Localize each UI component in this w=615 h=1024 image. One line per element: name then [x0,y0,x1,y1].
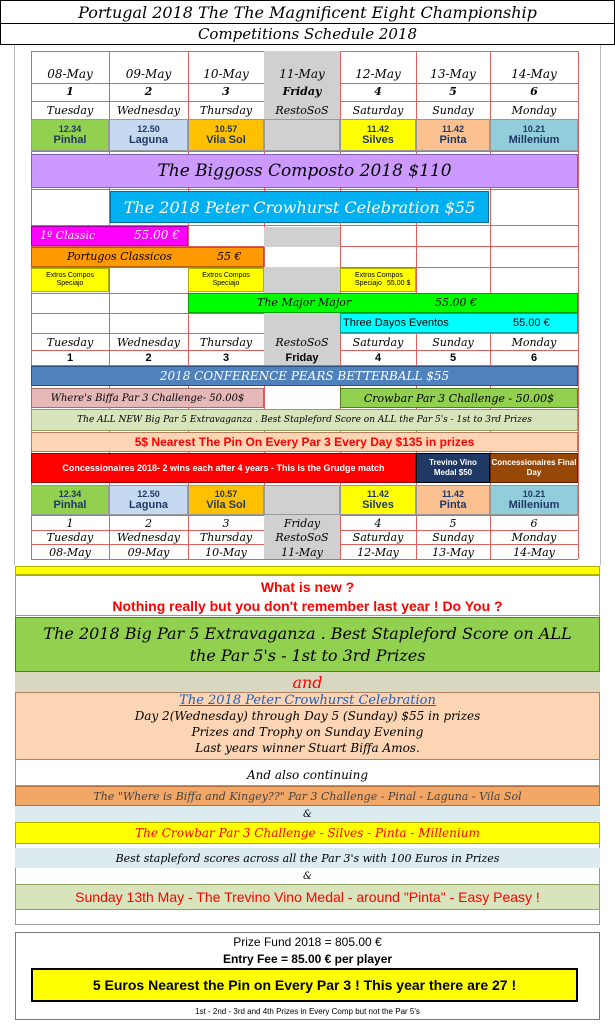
day-date: 11-May [281,545,323,559]
portugos-row [31,247,264,267]
day-number: 5 [449,516,457,530]
day-number: 3 [222,516,230,530]
course-cell [490,119,578,151]
schedule-table [0,45,615,565]
course-cell [188,485,264,515]
day-name: Wednesday [116,103,180,117]
classic-row [31,226,188,246]
day-number: 6 [530,84,538,98]
day-number: 3 [222,351,230,364]
course-name: Pinta [439,134,467,146]
course-time: 11.42 [441,124,465,134]
prizes-note: 1st - 2nd - 3rd and 4th Prizes in Every Comp but not the Par 5's [195,1006,420,1016]
day-date: 10-May [203,67,249,81]
day-name: Thursday [199,335,253,349]
crowhurst-note-line1: Day 2(Wednesday) through Day 5 (Sunday) $55 in prizes [134,709,481,723]
portugos-amount: 55 € [217,250,242,263]
day-date: 08-May [47,67,93,81]
day-name: Wednesday [116,530,180,544]
day-name: RestoSoS [275,530,329,544]
grid-line [578,51,579,559]
day-name: Thursday [199,103,253,117]
course-name: Silves [362,134,394,146]
crowhurst-note-title: The 2018 Peter Crowhurst Celebration [179,692,436,708]
page-subtitle: Competitions Schedule 2018 [0,23,615,45]
day-number: 1 [66,351,74,364]
nearest-pin-footer: 5 Euros Nearest the Pin on Every Par 3 ! This year there are 27 ! [31,968,578,1002]
course-cell [490,485,578,515]
course-name: Pinhal [53,499,87,511]
day-number: 4 [374,516,382,530]
course-time: 11.42 [441,489,465,499]
day-number: Friday [282,84,322,98]
course-name: Vila Sol [206,134,246,146]
course-name: Millenium [508,134,560,146]
day-number: 1 [66,84,74,98]
biggoss-banner: The Biggoss Composto 2018 $110 [31,154,578,188]
extros-tuesday: Extros Compos Speciajo [31,268,109,292]
course-name: Pinta [439,499,467,511]
day-date: 09-May [127,545,170,559]
day-number: Friday [283,516,321,530]
biffa-kingey-note: The "Where is Biffa and Kingey??" Par 3 Challenge - Pinal - Laguna - Vila Sol [15,786,600,806]
course-cell [109,119,188,151]
day-name: Saturday [352,530,404,544]
dayos-row [340,313,578,333]
day-number: 3 [222,84,230,98]
grid-line [31,189,578,190]
extros-saturday-amount: 55.00 $ [387,280,411,287]
ampersand-1: & [15,806,600,822]
major-row [188,293,578,313]
day-number: 4 [374,351,382,364]
par5-extravaganza: The ALL NEW Big Par 5 Extravaganza . Best Stapleford Score on ALL the Par 5's - 1st to 3rd Prizes [31,409,578,431]
page-title: Portugal 2018 The The Magnificent Eight Championship [0,0,615,24]
day-name: Saturday [352,103,404,117]
course-time: 11.42 [366,489,390,499]
also-continuing: And also continuing [15,764,600,786]
course-name: Laguna [128,499,169,511]
day-name: Monday [511,335,557,349]
day-date: 10-May [205,545,247,559]
course-name: Millenium [508,499,560,511]
stapleford-note: Best stapleford scores across all the Par 3's with 100 Euros in Prizes [15,848,600,868]
course-name: Silves [362,499,394,511]
course-cell [109,485,188,515]
course-cell [31,485,109,515]
conference-banner: 2018 CONFERENCE PEARS BETTERBALL $55 [31,366,578,386]
day-name: Sunday [432,335,474,349]
day-date: 14-May [511,67,557,81]
extros-saturday [340,268,416,292]
crowhurst-note-line2: Prizes and Trophy on Sunday Evening [191,725,424,739]
course-cell [264,485,340,515]
ampersand-2: & [303,870,312,882]
day-number: 5 [449,84,457,98]
day-date: 11-May [279,67,325,81]
crowbar-note: The Crowbar Par 3 Challenge - Silves - Pinta - Millenium [15,822,600,844]
course-cell [416,485,490,515]
what-is-new: What is new ? [260,578,355,595]
course-time: 10.21 [522,124,546,134]
day-name: Saturday [352,335,404,349]
day-date: 12-May [357,545,399,559]
day-name: Sunday [432,103,474,117]
trevino-medal: Trevino Vino Medal $50 [416,453,490,483]
day-date: 13-May [432,545,474,559]
day-name: Tuesday [46,530,94,544]
nearest-pin-row: 5$ Nearest The Pin On Every Par 3 Every Day $135 in prizes [31,432,578,452]
nothing-new: Nothing really but you don't remember last year ! Do You ? [15,597,600,616]
extros-saturday-label: Extros Compos Speciajo [355,272,403,287]
course-name: Laguna [128,134,169,146]
grid-line [31,151,578,152]
course-name: Vila Sol [206,499,246,511]
course-cell [340,485,416,515]
classic-label: 1º Classic [40,229,96,242]
day-number: 6 [530,351,538,364]
day-name: Tuesday [46,335,94,349]
and-divider: and [15,672,600,692]
course-time: 10.21 [522,489,546,499]
day-name: Thursday [199,530,253,544]
day-date: 12-May [355,67,401,81]
course-time: 12.34 [58,124,82,134]
day-name: Monday [511,103,557,117]
course-time: 12.50 [137,124,160,134]
prize-fund: Prize Fund 2018 = 805.00 € [233,935,382,949]
day-number: 4 [374,84,382,98]
course-time: 10.57 [214,124,238,134]
dayos-label: Three Dayos Eventos [343,317,449,329]
day-date: 13-May [430,67,476,81]
trevino-note: Sunday 13th May - The Trevino Vino Medal - around "Pinta" - Easy Peasy ! [15,884,600,910]
crowbar-challenge: Crowbar Par 3 Challenge - 50.00$ [340,388,578,408]
extros-thursday: Extros Compos Speciajo [188,268,264,292]
major-amount: 55.00 € [435,296,477,309]
day-number: 5 [449,351,457,364]
course-cell [31,119,109,151]
portugos-label: Portugos Classicos [67,250,172,263]
course-cell [264,119,340,151]
day-date: 08-May [49,545,91,559]
course-time: 11.42 [366,124,390,134]
day-number: 6 [530,516,538,530]
course-cell [416,119,490,151]
day-number: 1 [66,516,74,530]
dayos-amount: 55.00 € [513,317,550,329]
crowhurst-note-line3: Last years winner Stuart Biffa Amos. [195,741,420,755]
concessionaires-row: Concessionaires 2018- 2 wins each after 4 years - This is the Grudge match [31,453,416,483]
day-name: RestoSoS [275,335,329,349]
day-number: 2 [144,84,153,98]
course-time: 10.57 [214,489,238,499]
day-name: Tuesday [46,103,94,117]
crowhurst-banner: The 2018 Peter Crowhurst Celebration $55 [110,191,489,223]
day-date: 09-May [125,67,172,81]
course-time: 12.34 [58,489,82,499]
course-name: Pinhal [53,134,87,146]
day-name: RestoSoS [275,103,329,117]
entry-fee: Entry Fee = 85.00 € per player [222,951,393,966]
course-time: 12.50 [137,489,160,499]
course-cell [340,119,416,151]
day-name: Wednesday [116,335,180,349]
biffa-challenge: Where's Biffa Par 3 Challenge- 50.00$ [31,388,264,408]
day-number: 2 [145,516,152,530]
classic-amount: 55.00 € [134,228,180,242]
day-date: 14-May [513,545,555,559]
day-number: Friday [285,351,319,364]
day-number: 2 [145,351,152,364]
major-label: The Major Major [257,296,352,309]
concessionaires-final: Concessionaires Final Day [490,453,578,483]
course-cell [188,119,264,151]
day-name: Monday [511,530,557,544]
day-name: Sunday [432,530,474,544]
big-par5-note: The 2018 Big Par 5 Extravaganza . Best Stapleford Score on ALL the Par 5's - 1st to 3rd Prizes [15,617,600,672]
